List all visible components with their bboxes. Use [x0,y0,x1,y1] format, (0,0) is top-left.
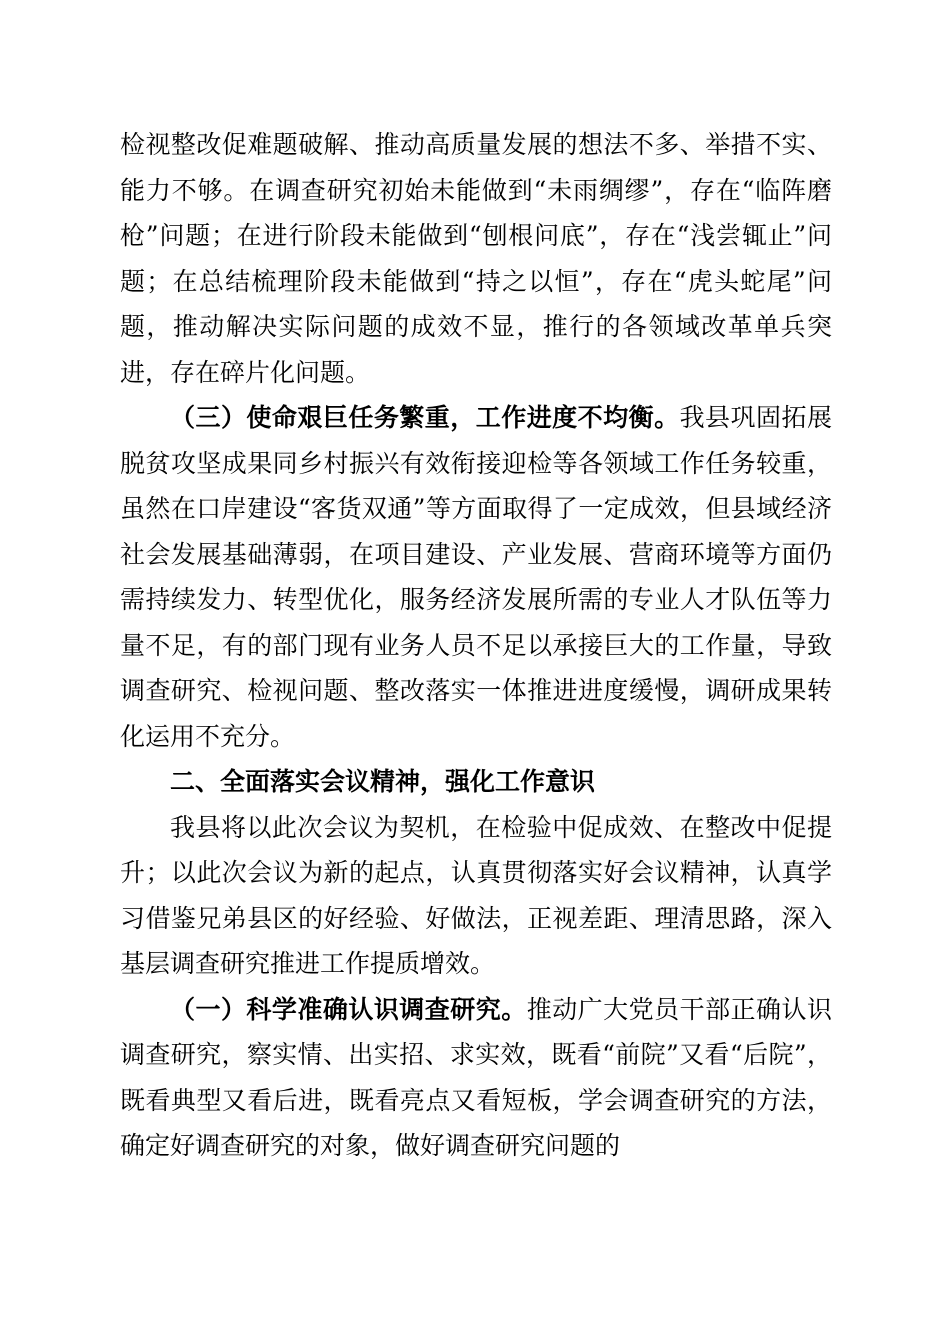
paragraph-subsection-three [120,395,832,759]
paragraph-continuation [120,122,832,395]
paragraph-text: 推动广大党员干部正确认识调查研究，察实情、出实招、求实效，既看“前院”又看“后院”，既看典型又看后进，既看亮点又看短板，学会调查研究的方法，确定好调查研究的对象，做好调查研究问题的 [120,994,832,1160]
paragraph-text: 检视整改促难题破解、推动高质量发展的想法不多、举措不实、能力不够。在调查研究初始未能做到“未雨绸缪”，存在“临阵磨枪”问题；在进行阶段未能做到“刨根问底”，存在“浅尝辄止”问题；在总结梳理阶段未能做到“持之以恒”，存在“虎头蛇尾”问题，推动解决实际问题的成效不显，推行的各领域改革单兵突进，存在碎片化问题。 [120,130,832,387]
paragraph-subsection-one [120,987,832,1169]
section-two-heading: 二、全面落实会议精神，强化工作意识 [170,767,596,796]
subsection-three-heading: （三）使命艰巨任务繁重，工作进度不均衡。 [170,403,680,432]
paragraph-text: 我县巩固拓展脱贫攻坚成果同乡村振兴有效衔接迎检等各领域工作任务较重，虽然在口岸建设“客货双通”等方面取得了一定成效，但县域经济社会发展基础薄弱，在项目建设、产业发展、营商环境等方面仍需持续发力、转型优化，服务经济发展所需的专业人才队伍等力量不足，有的部门现有业务人员不足以承接巨大的工作量，导致调查研究、检视问题、整改落实一体推进进度缓慢，调研成果转化运用不充分。 [120,403,832,751]
paragraph-section-two-intro [120,805,832,987]
paragraph-text: 我县将以此次会议为契机，在检验中促成效、在整改中促提升；以此次会议为新的起点，认真贯彻落实好会议精神，认真学习借鉴兄弟县区的好经验、好做法，正视差距、理清思路，深入基层调查研究推进工作提质增效。 [120,812,832,978]
document-body [120,122,832,1169]
subsection-one-heading: （一）科学准确认识调查研究。 [170,994,527,1024]
